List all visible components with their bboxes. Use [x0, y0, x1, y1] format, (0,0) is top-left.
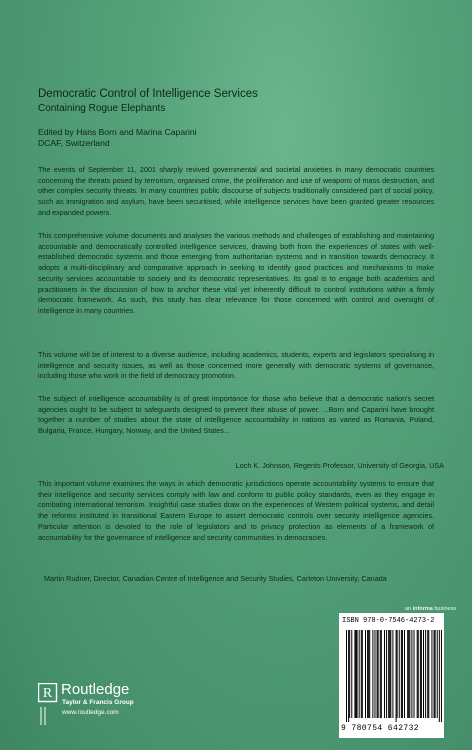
editors-block [38, 127, 197, 149]
barcode-bar [388, 630, 389, 718]
informa-brand: informa [412, 606, 433, 612]
informa-prefix: an [405, 606, 413, 612]
barcode-bar [365, 630, 366, 718]
blurb-paragraph-2: This comprehensive volume documents and analyses the various methods and challenges of establishing and maintaining accountable and democratically controlled intelligence services, drawing both from the experiences of states with well-established democratic systems and those emerging from authoritarian systems and in transition towards democracy. It adopts a multi-disciplinary and comparative approach in seeking to identify good practices and mechanisms to make security services accountable to society and its democratic representatives. Its goal is to engage both academics and practitioners in the discussion of how to anchor these vital yet inherently difficult to control institutions within a firmly democratic framework. As such, this study has clear relevance for those concerned with control and oversight of intelligence in many countries. [38, 231, 434, 315]
barcode-bar [392, 630, 393, 718]
barcode-bar [423, 630, 424, 718]
barcode-bar [354, 630, 355, 718]
affiliation-line: DCAF, Switzerland [38, 138, 110, 148]
barcode-bar [368, 630, 369, 718]
barcode-digits: 9 780754 642732 [341, 724, 420, 733]
isbn-text: ISBN 978-0-7546-4273-2 [342, 617, 435, 625]
barcode-bar [441, 630, 442, 722]
barcode-bar [407, 630, 408, 718]
barcode-bar [349, 630, 350, 718]
barcode-bar [390, 630, 391, 718]
barcode-bar [404, 630, 405, 718]
blurb-paragraph-1: The events of September 11, 2001 sharply revived governmental and societal anxieties in many democratic countries concerning the threats posed by terrorism, organised crime, the proliferation and use of weapons of mass destruction, and other complex security threats. In many countries public discourse of subjects traditionally considered part of social policy, such as immigration and asylum, have been securitised, while intelligence services have been granted greater resources and expanded powers. [38, 165, 434, 217]
barcode-bar [439, 630, 440, 722]
informa-business-label [405, 606, 456, 612]
barcode-bar [396, 630, 397, 722]
barcode-bars [346, 630, 442, 722]
barcode-bar [401, 630, 402, 718]
review-attribution-2: Martin Rudner, Director, Canadian Centre of Intelligence and Security Studies, Carleton University, Canada [44, 574, 387, 583]
barcode-bar [386, 630, 387, 718]
barcode-bar [372, 630, 373, 718]
book-subtitle: Containing Rogue Elephants [38, 103, 166, 114]
barcode-bar [437, 630, 438, 718]
barcode-bar [384, 630, 385, 718]
publisher-url[interactable]: www.routledge.com [62, 709, 119, 716]
book-title: Democratic Control of Intelligence Services [38, 88, 258, 100]
routledge-logo-icon [38, 683, 58, 727]
barcode-bar [378, 630, 379, 718]
barcode-bar [362, 630, 363, 718]
barcode-bar [427, 630, 428, 718]
barcode-bar [346, 630, 347, 722]
review-quote-2: This important volume examines the ways in which democratic jurisdictions operate accountability systems to ensure that their intelligence and security services comply with law and conform to public policy standards, even as they engage in combating international terrorism. Insightful case studies draw on the experiences of Western political systems, and detail the reforms instituted in transitional Eastern Europe to assert democratic controls over security intelligence agencies. Particular attention is devoted to the role of legislators and to privacy protection as elements of a framework of accountability for the governance of intelligence and security communities in democracies. [38, 479, 434, 542]
barcode-bar [411, 630, 412, 718]
barcode-bar [367, 630, 368, 718]
barcode-bar [418, 630, 419, 718]
barcode-bar [348, 630, 349, 722]
editors-line: Edited by Hans Born and Marina Caparini [38, 127, 197, 137]
blurb-paragraph-3: This volume will be of interest to a diverse audience, including academics, students, experts and legislators specialising in intelligence and security issues, as well as those concerned more generally with democratic systems of governance, including those who work in the field of democracy promotion. [38, 350, 434, 381]
barcode-bar [381, 630, 382, 718]
barcode-bar [357, 630, 358, 718]
barcode-bar [408, 630, 409, 718]
barcode-bar [374, 630, 375, 718]
barcode-bar [399, 630, 400, 718]
barcode-bar [359, 630, 360, 718]
barcode-bar [369, 630, 370, 718]
barcode-bar [409, 630, 410, 718]
barcode-bar [435, 630, 436, 718]
barcode-bar [361, 630, 362, 718]
barcode-bar [421, 630, 422, 718]
publisher-group: Taylor & Francis Group [62, 699, 134, 706]
barcode-bar [425, 630, 426, 718]
barcode-bar [431, 630, 432, 718]
barcode-bar [355, 630, 356, 718]
barcode-bar [380, 630, 381, 718]
informa-suffix: business [432, 606, 457, 612]
barcode-bar [389, 630, 390, 718]
review-quote-1: The subject of intelligence accountability is of great importance for those who believe that a democratic nation's secret agencies ought to be subject to safeguards designed to prevent their abuse of power. ...Born and Caparini have brought together a number of studies about the state of intelligence accountability in nations as varied as Romania, Poland, Bulgaria, France, Hungary, Norway, and the United States... [38, 394, 434, 436]
barcode-bar [351, 630, 352, 718]
barcode-bar [434, 630, 435, 718]
logo-letter: R [42, 686, 53, 701]
barcode-bar [397, 630, 398, 718]
barcode-bar [417, 630, 418, 718]
barcode-bar [414, 630, 415, 718]
barcode-bar [428, 630, 429, 718]
barcode-bar [402, 630, 403, 718]
review-attribution-1: Loch K. Johnson, Regents Professor, University of Georgia, USA [235, 461, 444, 470]
barcode-bar [420, 630, 421, 718]
publisher-name: Routledge [61, 681, 130, 698]
barcode-bar [377, 630, 378, 718]
